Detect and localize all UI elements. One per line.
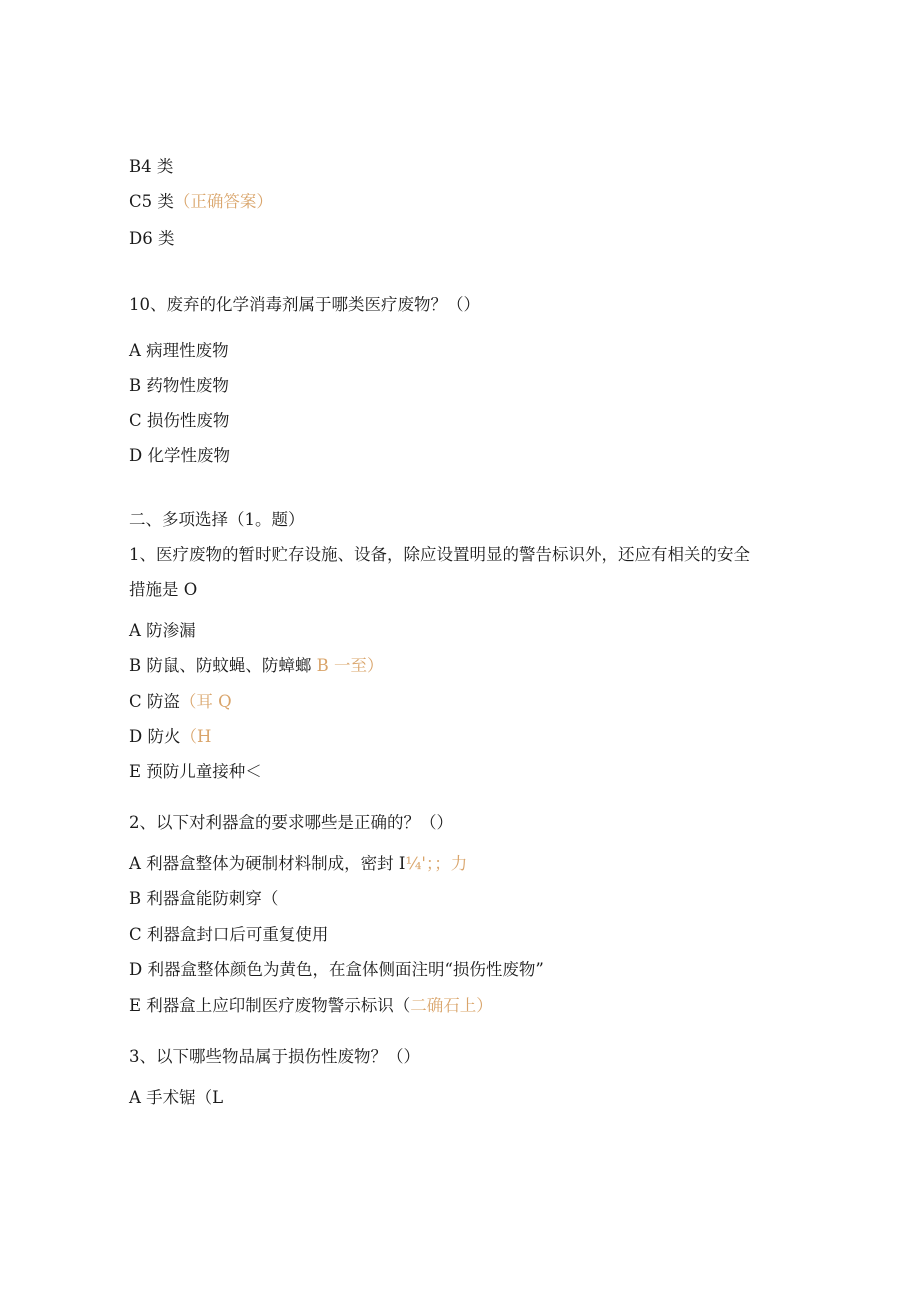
option-text: D 防火 [129,727,181,746]
answer-annotation: （耳 Q [179,692,232,711]
option-text: A 利器盒整体为硬制材料制成，密封 I [129,854,406,873]
m1-option-a [129,620,196,642]
option-text: C5 类 [129,192,174,211]
m2-question: 2、以下对利器盒的要求哪些是正确的？（） [129,813,453,832]
q10-option-c: C 损伤性废物 [129,411,230,430]
option-text: C 防盗 [129,692,180,711]
option-text: B 防鼠、防蚊蝇、防蟑螂 [129,656,312,675]
m2-option-a [129,853,467,875]
option-text: C 利器盒封口后可重复使用 [129,925,329,944]
q9-option-d [129,228,174,250]
m1-question-line1: 1、医疗废物的暂时贮存设施、设备，除应设置明显的警告标识外，还应有相关的安全 [129,545,750,564]
option-text: A 防渗漏 [129,621,196,640]
answer-annotation: （H [180,727,212,746]
m1-option-b [129,655,384,677]
q10-option-a: A 病理性废物 [129,341,229,360]
m1-option-d [129,726,211,748]
answer-annotation: 二确石上） [410,996,493,1015]
m2-option-e [129,995,493,1017]
m3-option-a [129,1087,223,1109]
q9-option-c [129,191,273,213]
answer-annotation: B 一至） [311,656,384,675]
option-text: B4 类 [129,157,174,176]
option-text: B 利器盒能防刺穿（ [129,889,279,908]
m1-option-c [129,691,232,713]
m1-question-line2: 措施是 O [129,580,198,599]
q9-option-b [129,156,173,178]
m2-option-c [129,924,328,946]
option-text: E 利器盒上应印制医疗废物警示标识（ [129,996,411,1015]
option-text: A 手术锯（L [129,1088,224,1107]
option-text: E 预防儿童接种＜ [129,762,262,781]
answer-annotation: ¼'；；力 [405,854,468,873]
q10-option-b: B 药物性废物 [129,376,229,395]
m2-option-b [129,888,278,910]
option-text: D 利器盒整体颜色为黄色，在盒体侧面注明“损伤性废物” [129,960,544,979]
q10-question: 10、废弃的化学消毒剂属于哪类医疗废物？（） [129,295,480,314]
m1-option-e [129,761,262,783]
q10-option-d: D 化学性废物 [129,446,230,465]
m3-question: 3、以下哪些物品属于损伤性废物？（） [129,1047,420,1066]
option-text: D6 类 [129,229,175,248]
m2-option-d [129,959,544,981]
answer-annotation: （正确答案） [173,192,273,211]
section-title: 二、多项选择（1。题） [129,510,305,529]
